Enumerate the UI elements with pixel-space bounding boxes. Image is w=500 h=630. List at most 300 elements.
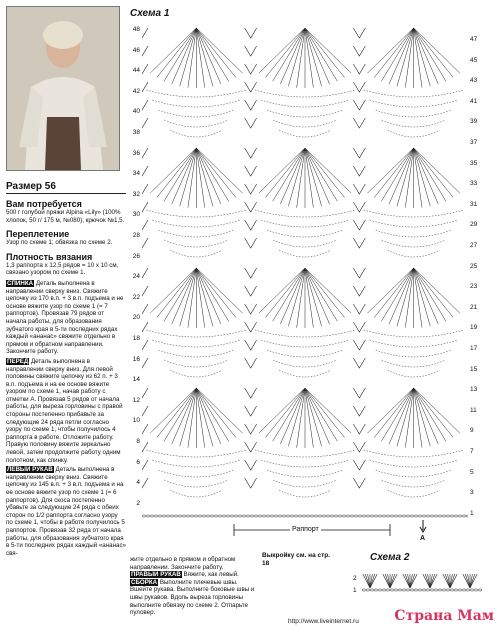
v-stitch [353, 424, 365, 434]
chain-loop [146, 210, 246, 217]
chain-loop [279, 250, 331, 257]
chain-stitch [350, 515, 354, 517]
chain-loop [370, 100, 458, 107]
shell-stitch [370, 574, 375, 588]
chain-stitch [402, 589, 406, 591]
chain-stitch [282, 515, 286, 517]
chain-stitch [450, 589, 454, 591]
chain-loop [170, 130, 222, 137]
chain-stitch [446, 589, 450, 591]
shell-stitch [405, 574, 410, 588]
chain-loop [158, 230, 234, 237]
chain-stitch [274, 515, 278, 517]
chain-stitch [194, 515, 198, 517]
v-stitch [353, 238, 365, 248]
chain-loop [279, 490, 331, 497]
shell-stitch [450, 574, 455, 588]
chain-loop [376, 230, 452, 237]
v-stitch [245, 46, 257, 56]
stitch-mark [196, 268, 213, 326]
chain-stitch [430, 589, 434, 591]
chain-stitch [310, 515, 314, 517]
chain-stitch [370, 515, 374, 517]
v-stitch [353, 340, 365, 350]
rapport-label: Раппорт [292, 526, 319, 533]
row-number: 14 [132, 376, 140, 384]
v-stitch [245, 424, 257, 434]
row-number: 34 [132, 170, 140, 178]
v-stitch [353, 442, 365, 452]
row-number: 43 [470, 77, 478, 85]
v-stitch [353, 28, 365, 38]
row-number: 30 [132, 211, 140, 219]
v-stitch [142, 358, 148, 368]
chain-stitch [238, 515, 242, 517]
row-number: 17 [470, 345, 478, 352]
pattern-reference: Выкройку см. на стр. 18 [262, 552, 331, 567]
chain-stitch [270, 515, 274, 517]
chain-stitch [362, 589, 366, 591]
v-stitch [142, 406, 148, 416]
chain-loop [370, 460, 458, 467]
chain-loop [255, 330, 355, 337]
chain-stitch [466, 589, 470, 591]
assembly-tag: СБОРКА [131, 578, 158, 586]
chain-stitch [358, 515, 362, 517]
chain-loop [152, 220, 240, 227]
chain-stitch [354, 515, 358, 517]
chain-stitch [198, 515, 202, 517]
chain-loop [164, 480, 228, 487]
chain-stitch [422, 515, 426, 517]
shell-stitch [470, 574, 475, 588]
front-tag: ПЕРЕД [7, 357, 29, 365]
chain-loop [152, 460, 240, 467]
row-number: 7 [470, 448, 474, 455]
chain-stitch [258, 515, 262, 517]
shell-stitch [465, 574, 470, 588]
v-stitch [142, 28, 148, 38]
chain-loop [164, 360, 228, 367]
sleeve-text: Деталь выполнена в направлении сверху вниз. Свяжите цепочку из 145 в.п. + 3 в.п. подъема и на ее основе вяжите узор по схеме 1 (= 6 раппортов). Для скоса постепенно убавьте за следующие 24 ряда с обеих сторон по 1/2 раппорта согласно узору по схеме 1, чтобы в работе получилось 5 раппортов. Провязав 32 ряда от начала работы, для образования зубчатого края в 5-ти последних рядах каждый «ананас» свя- [6, 466, 126, 557]
row-number: 12 [132, 396, 140, 404]
v-stitch [245, 406, 257, 416]
stitch-mark [397, 268, 414, 326]
chain-stitch [158, 515, 162, 517]
v-stitch [142, 460, 148, 470]
chain-loop [164, 240, 228, 247]
chain-stitch [286, 515, 290, 517]
row-number: 9 [470, 427, 474, 435]
chain-stitch [174, 515, 178, 517]
watermark-logo: Страна Мам [394, 608, 494, 624]
chain-stitch [298, 515, 302, 517]
row-number: 15 [470, 365, 478, 373]
chain-stitch [250, 515, 254, 517]
materials-heading: Вам потребуется [6, 199, 82, 209]
v-stitch [245, 202, 257, 212]
chain-loop [158, 470, 234, 477]
stitch-mark [180, 148, 197, 206]
right-sleeve-text: Вяжите, как левый. [183, 571, 239, 579]
row-number: 5 [470, 468, 474, 476]
chain-stitch [470, 589, 474, 591]
chain-stitch [338, 515, 342, 517]
stitch-mark [180, 28, 197, 86]
chain-stitch [442, 515, 446, 517]
chain-loop [261, 220, 349, 227]
row-number: 40 [132, 108, 140, 116]
shell-stitch [445, 574, 450, 588]
chain-loop [376, 110, 452, 117]
chain-loop [261, 340, 349, 347]
sleeve-text-cont: жите отдельно в прямом и обратном направлении. Закончите работу. [130, 556, 236, 571]
row-number: 25 [470, 262, 478, 270]
v-stitch [142, 100, 148, 110]
stitch-mark [196, 28, 213, 86]
chain-loop [273, 360, 337, 367]
v-stitch [245, 100, 257, 110]
v-stitch [245, 442, 257, 452]
row-number: 24 [132, 273, 140, 281]
v-stitch [142, 442, 148, 452]
chain-stitch [438, 515, 442, 517]
stitch-mark [305, 268, 322, 326]
v-stitch [353, 220, 365, 230]
chain-loop [364, 90, 464, 97]
chain-stitch [334, 515, 338, 517]
row-number: 20 [132, 314, 140, 322]
v-stitch [142, 82, 148, 92]
v-stitch [245, 220, 257, 230]
mark-a-arrow-icon [418, 520, 428, 534]
chain-stitch [346, 515, 350, 517]
v-stitch [353, 358, 365, 368]
density-heading: Плотность вязания [6, 251, 93, 262]
chain-stitch [378, 515, 382, 517]
v-stitch [245, 82, 257, 92]
chain-stitch [182, 515, 186, 517]
row-number: 31 [470, 200, 478, 208]
v-stitch [245, 478, 257, 488]
chain-stitch [206, 515, 210, 517]
shell-stitch [385, 574, 390, 588]
chain-stitch [230, 515, 234, 517]
chain-stitch [234, 515, 238, 517]
v-stitch [353, 148, 365, 158]
shell-stitch [430, 574, 435, 588]
v-stitch [142, 220, 148, 230]
v-stitch [353, 322, 365, 332]
row-number: 3 [470, 489, 474, 497]
v-stitch [245, 28, 257, 38]
chain-stitch [322, 515, 326, 517]
row-number: 37 [470, 139, 478, 146]
chain-stitch [202, 515, 206, 517]
row-number: 18 [132, 335, 140, 342]
chain-loop [364, 210, 464, 217]
stitch-mark [397, 28, 414, 86]
chain-stitch [246, 515, 250, 517]
chain-loop [273, 120, 337, 127]
chain-stitch [366, 589, 370, 591]
chain-stitch [418, 515, 422, 517]
chain-loop [255, 90, 355, 97]
source-url: http://www.liveinternet.ru [288, 618, 359, 625]
back-text: Деталь выполнена в направлении сверху вниз. Свяжите цепочку из 170 в.п. + 3 в.п. подъема и не основе вяжите узор по схеме 1 (= 7 раппортов). Провязав 79 рядов от начала работы, для образования зубчатого края в 5-ти последних рядах каждый «ананас» свяжите отдельно в прямом и обратном направлении. Закончите работу. [6, 279, 124, 356]
chain-stitch [318, 515, 322, 517]
row-number: 33 [470, 180, 478, 188]
chain-loop [376, 470, 452, 477]
chain-stitch [342, 515, 346, 517]
v-stitch [353, 304, 365, 314]
chain-stitch [458, 589, 462, 591]
chain-stitch [446, 515, 450, 517]
weave-heading: Переплетение [6, 229, 70, 240]
chain-stitch [370, 589, 374, 591]
v-stitch [353, 184, 365, 194]
right-sleeve-tag: ПРАВЫЙ РУКАВ [131, 571, 181, 579]
v-stitch [353, 64, 365, 74]
chain-loop [273, 480, 337, 487]
chain-stitch [478, 589, 482, 591]
chain-stitch [226, 515, 230, 517]
chain-stitch [326, 515, 330, 517]
row-number: 6 [136, 458, 140, 466]
chain-loop [152, 100, 240, 107]
row-number: 28 [132, 232, 140, 239]
row-number: 32 [132, 190, 140, 198]
chain-loop [158, 110, 234, 117]
chain-stitch [414, 515, 418, 517]
chain-loop [267, 470, 343, 477]
row-number: 8 [136, 438, 140, 445]
v-stitch [353, 388, 365, 398]
row-number: 13 [470, 386, 478, 394]
chain-stitch [306, 515, 310, 517]
chain-stitch [362, 515, 366, 517]
chain-loop [164, 120, 228, 127]
mark-a: А [420, 535, 426, 542]
shell-stitch [425, 574, 430, 588]
chain-stitch [426, 515, 430, 517]
v-stitch [245, 460, 257, 470]
stitch-mark [305, 388, 322, 446]
chain-stitch [454, 589, 458, 591]
chain-loop [382, 120, 446, 127]
chain-stitch [146, 515, 150, 517]
v-stitch [142, 304, 148, 314]
chain-stitch [262, 515, 266, 517]
v-stitch [353, 82, 365, 92]
chain-loop [388, 250, 440, 257]
shell-stitch [390, 574, 395, 588]
stitch-mark [414, 148, 431, 206]
row-number: 36 [132, 149, 140, 157]
v-stitch [353, 478, 365, 488]
chain-stitch [442, 589, 446, 591]
chain-loop [267, 110, 343, 117]
row-number: 29 [470, 221, 478, 229]
v-stitch [142, 340, 148, 350]
chain-stitch [382, 515, 386, 517]
stitch-mark [288, 268, 305, 326]
front-text: Деталь выполнена в направлении сверху вниз. Для левой половины свяжите цепочку из 62 п. + 3 в.п. подъема и на ее основе вяжите узором по схеме 1, начав работу с отметки А. Провязав 5 рядов от начала работы, для выреза горловины с правой стороны постепенно прибавьте за следующие 24 ряда петли согласно узору по схеме 1, чтобы получилось 4 раппорта в работе. Отложите работу. Правую половину вяжите зеркально левой, затем продолжите работу одним полотном, как спинку. [6, 357, 123, 464]
v-stitch [142, 388, 148, 398]
v-stitch [245, 286, 257, 296]
scheme2-row-2: 2 [353, 575, 357, 582]
chain-stitch [142, 515, 146, 517]
chain-loop [267, 230, 343, 237]
stitch-mark [305, 28, 322, 86]
chain-stitch [378, 589, 382, 591]
v-stitch [142, 166, 148, 176]
chain-stitch [426, 589, 430, 591]
chain-loop [370, 220, 458, 227]
density-text: 1,3 раппорта x 12,5 рядов = 10 x 10 см, связано узором по схеме 1. [6, 261, 119, 277]
shell-stitch [410, 574, 415, 588]
v-stitch [142, 148, 148, 158]
stitch-mark [288, 28, 305, 86]
chain-stitch [466, 515, 468, 517]
chain-stitch [430, 515, 434, 517]
chain-loop [273, 240, 337, 247]
stitch-mark [180, 388, 197, 446]
instructions-column [6, 182, 126, 557]
chain-stitch [214, 515, 218, 517]
stitch-mark [414, 28, 431, 86]
row-number: 41 [470, 97, 478, 105]
chain-stitch [410, 515, 414, 517]
v-stitch [353, 118, 365, 128]
row-number: 10 [132, 417, 140, 425]
chain-stitch [422, 589, 426, 591]
chain-loop [255, 210, 355, 217]
row-number: 23 [470, 283, 478, 291]
v-stitch [142, 322, 148, 332]
v-stitch [142, 268, 148, 278]
v-stitch [245, 268, 257, 278]
chain-loop [255, 450, 355, 457]
chain-stitch [462, 589, 466, 591]
chain-stitch [210, 515, 214, 517]
chain-stitch [418, 589, 422, 591]
stitch-mark [305, 148, 322, 206]
v-stitch [353, 406, 365, 416]
row-number: 16 [132, 355, 140, 363]
chain-stitch [290, 515, 294, 517]
chain-stitch [166, 515, 170, 517]
row-number: 39 [470, 118, 478, 126]
chain-loop [170, 490, 222, 497]
chain-loop [364, 450, 464, 457]
chain-stitch [402, 515, 406, 517]
v-stitch [245, 166, 257, 176]
v-stitch [245, 118, 257, 128]
chain-stitch [254, 515, 258, 517]
row-number: 48 [132, 26, 140, 33]
chain-stitch [406, 589, 410, 591]
v-stitch [142, 64, 148, 74]
row-number: 35 [470, 159, 478, 167]
chain-loop [388, 490, 440, 497]
chain-stitch [150, 515, 154, 517]
chain-stitch [390, 589, 394, 591]
chain-loop [382, 240, 446, 247]
row-number: 19 [470, 324, 478, 332]
v-stitch [142, 46, 148, 56]
v-stitch [245, 184, 257, 194]
row-number: 47 [470, 36, 478, 43]
chain-loop [152, 340, 240, 347]
chain-loop [146, 90, 246, 97]
chain-loop [388, 130, 440, 137]
chain-loop [146, 330, 246, 337]
chain-stitch [374, 515, 378, 517]
chain-loop [388, 370, 440, 377]
chain-stitch [302, 515, 306, 517]
chain-stitch [218, 515, 222, 517]
v-stitch [142, 202, 148, 212]
chain-stitch [386, 589, 390, 591]
v-stitch [353, 286, 365, 296]
row-number: 21 [470, 303, 478, 311]
scheme2-title: Схема 2 [370, 552, 410, 563]
row-number: 42 [132, 87, 140, 95]
size-heading: Размер 56 [6, 181, 56, 192]
v-stitch [353, 166, 365, 176]
chain-stitch [454, 515, 458, 517]
chain-stitch [394, 589, 398, 591]
v-stitch [142, 286, 148, 296]
chain-stitch [406, 515, 410, 517]
back-section [6, 280, 126, 356]
stitch-mark [414, 388, 431, 446]
back-tag: СПИНКА [7, 279, 34, 287]
row-number: 45 [470, 56, 478, 64]
chain-stitch [458, 515, 462, 517]
row-number: 46 [132, 46, 140, 54]
row-number: 27 [470, 242, 478, 249]
chain-loop [382, 480, 446, 487]
chain-loop [170, 250, 222, 257]
v-stitch [353, 268, 365, 278]
row-number: 4 [136, 479, 140, 487]
scheme2-row-1: 1 [353, 587, 357, 594]
chain-stitch [242, 515, 246, 517]
chain-stitch [382, 589, 386, 591]
sleeve-tag: ЛЕВЫЙ РУКАВ [7, 466, 53, 474]
chain-loop [261, 100, 349, 107]
chain-loop [279, 370, 331, 377]
chain-stitch [170, 515, 174, 517]
row-number: 22 [132, 293, 140, 301]
chain-stitch [398, 515, 402, 517]
stitch-mark [397, 148, 414, 206]
chain-loop [370, 340, 458, 347]
chain-stitch [366, 515, 370, 517]
row-number: 11 [470, 406, 477, 414]
chain-stitch [154, 515, 158, 517]
v-stitch [353, 460, 365, 470]
v-stitch [142, 184, 148, 194]
chain-stitch [398, 589, 402, 591]
chain-stitch [330, 515, 334, 517]
weave-text: Узор по схеме 1; обвязка по схеме 2. [6, 239, 113, 247]
row-number: 1 [470, 509, 474, 517]
stitch-mark [196, 148, 213, 206]
v-stitch [245, 322, 257, 332]
